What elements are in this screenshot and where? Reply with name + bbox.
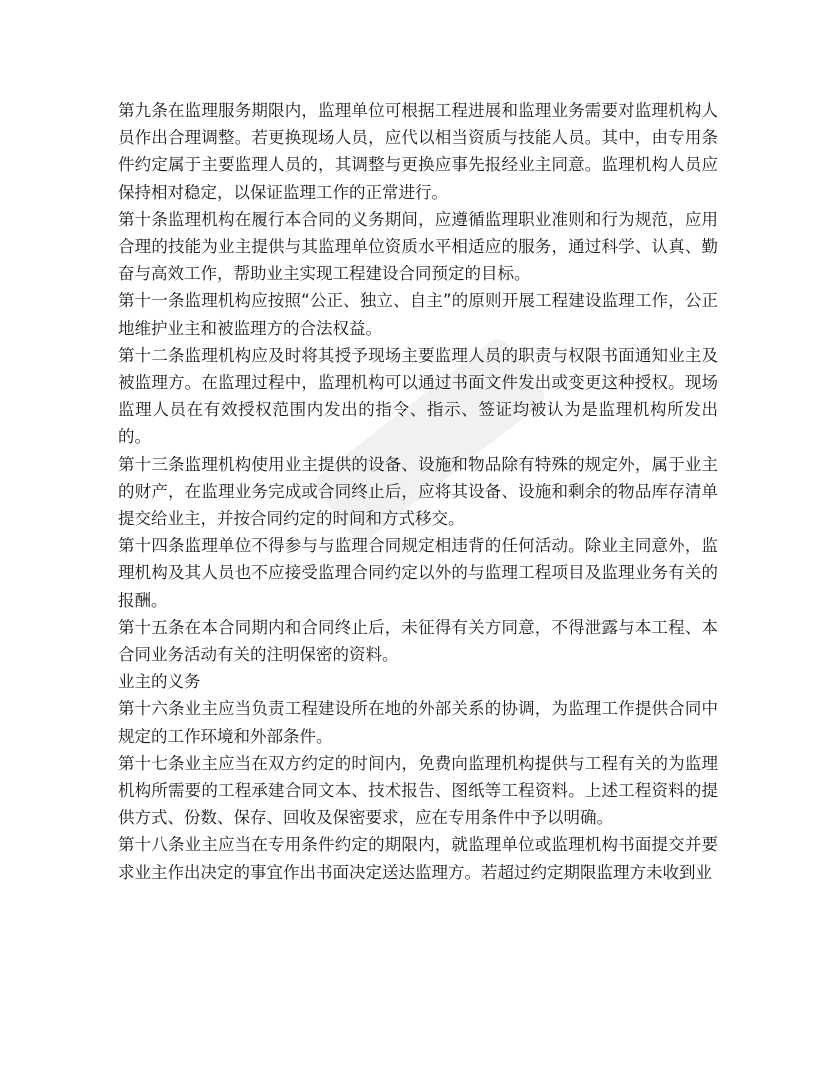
paragraph-article-15: 第十五条在本合同期内和合同终止后，未征得有关方同意，不得泄露与本工程、本合同业务活动有关的注明保密的资料。 — [118, 617, 718, 665]
document-body — [118, 97, 718, 886]
paragraph-article-18: 第十八条业主应当在专用条件约定的期限内，就监理单位或监理机构书面提交并要求业主作出决定的事宜作出书面决定送达监理方。若超过约定期限监理方未收到业 — [118, 835, 718, 882]
paragraph-article-9: 第九条在监理服务期限内，监理单位可根据工程进展和监理业务需要对监理机构人员作出合理调整。若更换现场人员，应代以相当资质与技能人员。其中，由专用条件约定属于主要监理人员的，其调整与更换应事先报经业主同意。监理机构人员应保持相对稳定，以保证监理工作的正常进行。 — [118, 101, 718, 202]
paragraph-article-12: 第十二条监理机构应及时将其授予现场主要监理人员的职责与权限书面通知业主及被监理方。在监理过程中，监理机构可以通过书面文件发出或变更这种授权。现场监理人员在有效授权范围内发出的指令、指示、签证均被认为是监理机构所发出的。 — [118, 345, 718, 447]
paragraph-article-10: 第十条监理机构在履行本合同的义务期间，应遵循监理职业准则和行为规范，应用合理的技能为业主提供与其监理单位资质水平相适应的服务，通过科学、认真、勤奋与高效工作，帮助业主实现工程建设合同预定的目标。 — [118, 209, 718, 284]
paragraph-article-14: 第十四条监理单位不得参与与监理合同规定相违背的任何活动。除业主同意外，监理机构及其人员也不应接受监理合同约定以外的与监理工程项目及监理业务有关的报酬。 — [118, 536, 718, 610]
paragraph-article-17: 第十七条业主应当在双方约定的时间内，免费向监理机构提供与工程有关的为监理机构所需要的工程承建合同文本、技术报告、图纸等工程资料。上述工程资料的提供方式、份数、保存、回收及保密要求，应在专用条件中予以明确。 — [118, 753, 718, 828]
section-heading-owner-obligations: 业主的义务 — [118, 672, 201, 692]
paragraph-article-16: 第十六条业主应当负责工程建设所在地的外部关系的协调，为监理工作提供合同中规定的工作环境和外部条件。 — [118, 699, 718, 746]
paragraph-article-13: 第十三条监理机构使用业主提供的设备、设施和物品除有特殊的规定外，属于业主的财产，在监理业务完成或合同终止后，应将其设备、设施和剩余的物品库存清单提交给业主，并按合同约定的时间和方式移交。 — [118, 454, 718, 529]
paragraph-article-11: 第十一条监理机构应按照“公正、独立、自主”的原则开展工程建设监理工作，公正地维护业主和被监理方的合法权益。 — [118, 291, 718, 338]
